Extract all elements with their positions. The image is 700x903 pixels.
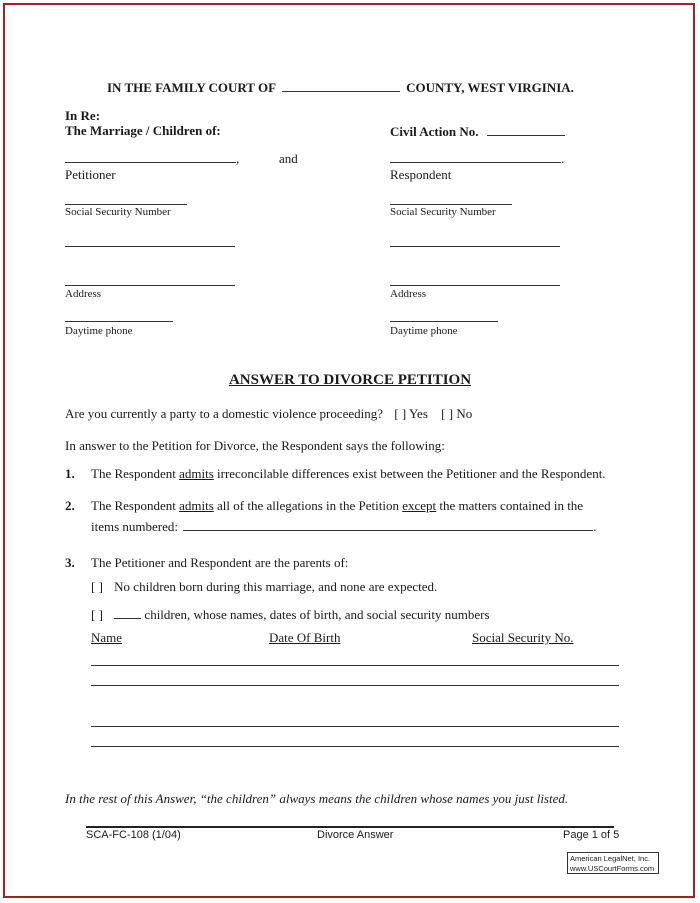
county-blank[interactable] <box>282 79 400 92</box>
item2-text <box>91 498 583 514</box>
intro-text: In answer to the Petition for Divorce, the Respondent says the following: <box>65 438 445 453</box>
stamp-line-1: American LegalNet, Inc. <box>570 854 651 863</box>
item1-post: irreconcilable differences exist between the Petitioner and the Respondent. <box>217 466 606 481</box>
dv-yes-checkbox[interactable]: [ ] <box>394 406 407 421</box>
child-entry-line-4[interactable] <box>91 746 619 747</box>
option-children <box>91 606 490 623</box>
petitioner-ssn-line[interactable] <box>65 204 187 205</box>
respondent-ssn-label: Social Security Number <box>390 206 496 218</box>
item2-except: except <box>402 498 437 513</box>
item2-admits: admits <box>179 498 214 513</box>
item2-line2 <box>91 518 597 535</box>
petitioner-phone-line[interactable] <box>65 321 173 322</box>
petitioner-comma: , <box>236 151 240 166</box>
respondent-address-line-1[interactable] <box>390 246 560 247</box>
footer-doc-name: Divorce Answer <box>317 829 394 841</box>
petitioner-address-line-1[interactable] <box>65 246 235 247</box>
court-prefix: IN THE FAMILY COURT OF <box>107 80 276 95</box>
items-numbered-label: items numbered: <box>91 519 179 534</box>
respondent-address-line-2[interactable] <box>390 285 560 286</box>
petitioner-address-label: Address <box>65 288 102 300</box>
stamp-line-2: www.USCourtForms.com <box>570 864 655 873</box>
children-checkbox[interactable]: [ ] <box>91 607 103 622</box>
column-header-dob: Date Of Birth <box>269 630 341 645</box>
marriage-label: The Marriage / Children of: <box>65 123 221 138</box>
footer-rule <box>86 826 614 828</box>
child-entry-line-1[interactable] <box>91 665 619 666</box>
child-entry-line-2[interactable] <box>91 685 619 686</box>
civil-action-label <box>390 123 565 140</box>
footer-page-number: Page 1 of 5 <box>563 829 620 841</box>
item3-text: The Petitioner and Respondent are the parents of: <box>91 555 349 570</box>
items-numbered-blank[interactable] <box>183 518 593 531</box>
option-no-children <box>91 579 437 595</box>
civil-action-blank[interactable] <box>487 123 565 136</box>
document-title: ANSWER TO DIVORCE PETITION <box>228 372 472 388</box>
and-label: and <box>279 151 298 166</box>
footer-form-id: SCA-FC-108 (1/04) <box>86 829 181 841</box>
civil-action-text: Civil Action No. <box>390 124 479 139</box>
petitioner-phone-label: Daytime phone <box>65 325 133 337</box>
item1-pre: The Respondent <box>91 466 176 481</box>
children-count-blank[interactable] <box>114 606 141 619</box>
respondent-ssn-line[interactable] <box>390 204 512 205</box>
respondent-phone-line[interactable] <box>390 321 498 322</box>
item1-number: 1. <box>65 466 75 481</box>
dv-yes-label: Yes <box>408 406 428 421</box>
column-header-ssn: Social Security No. <box>472 630 574 645</box>
item2-mid: all of the allegations in the Petition <box>217 498 399 513</box>
column-header-name: Name <box>91 630 123 645</box>
petitioner-name-blank[interactable] <box>65 150 236 163</box>
item2-period: . <box>593 519 597 534</box>
respondent-address-label: Address <box>390 288 427 300</box>
respondent-name-blank[interactable] <box>390 150 561 163</box>
petitioner-address-line-2[interactable] <box>65 285 235 286</box>
dv-question-text: Are you currently a party to a domestic violence proceeding? <box>65 406 384 421</box>
petitioner-name-line[interactable] <box>65 150 239 167</box>
child-entry-line-3[interactable] <box>91 726 619 727</box>
in-re-label: In Re: <box>65 108 101 123</box>
children-label: children, whose names, dates of birth, and social security numbers <box>144 607 490 622</box>
no-children-checkbox[interactable]: [ ] <box>91 579 103 594</box>
respondent-period: . <box>561 151 565 166</box>
respondent-name-line[interactable] <box>390 150 564 167</box>
no-children-label: No children born during this marriage, and none are expected. <box>114 579 438 594</box>
dv-question <box>65 406 472 422</box>
item3-number: 3. <box>65 555 75 570</box>
item2-number: 2. <box>65 498 75 513</box>
petitioner-label: Petitioner <box>65 167 116 182</box>
court-header <box>107 79 574 96</box>
publisher-stamp <box>567 852 659 874</box>
petitioner-ssn-label: Social Security Number <box>65 206 171 218</box>
respondent-label: Respondent <box>390 167 452 182</box>
respondent-phone-label: Daytime phone <box>390 325 458 337</box>
item1-text <box>91 466 606 482</box>
court-suffix: COUNTY, WEST VIRGINIA. <box>406 80 574 95</box>
dv-no-label: No <box>456 406 473 421</box>
item1-admits: admits <box>179 466 214 481</box>
item2-pre: The Respondent <box>91 498 176 513</box>
dv-no-checkbox[interactable]: [ ] <box>441 406 454 421</box>
item2-post: the matters contained in the <box>439 498 584 513</box>
closing-note: In the rest of this Answer, “the children” always means the children whose names you just listed. <box>65 791 569 806</box>
